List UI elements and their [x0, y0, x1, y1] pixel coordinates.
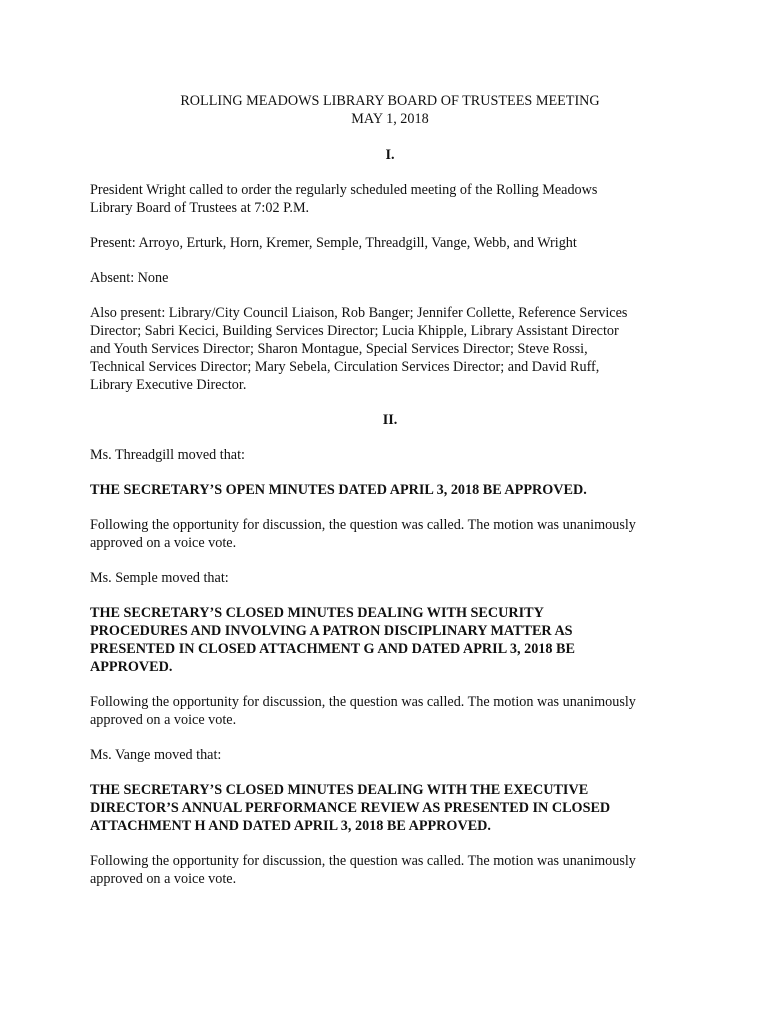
document-body: [90, 92, 690, 888]
motion-1-text: THE SECRETARY’S OPEN MINUTES DATED APRIL 3, 2018 BE APPROVED.: [90, 482, 587, 498]
motion-3-result-line: Following the opportunity for discussion, the question was called. The motion was unanimously: [90, 853, 636, 869]
also-present-line: Also present: Library/City Council Liaison, Rob Banger; Jennifer Collette, Reference Services: [90, 305, 628, 321]
motion-2-result-line: Following the opportunity for discussion, the question was called. The motion was unanimously: [90, 694, 636, 710]
also-present-line: Technical Services Director; Mary Sebela, Circulation Services Director; and David Ruff,: [90, 359, 600, 375]
also-present-line: and Youth Services Director; Sharon Montague, Special Services Director; Steve Rossi,: [90, 341, 588, 357]
motion-2-text-line: PRESENTED IN CLOSED ATTACHMENT G AND DATED APRIL 3, 2018 BE: [90, 641, 575, 657]
motion-3-intro: Ms. Vange moved that:: [90, 747, 222, 763]
motion-2-text-line: PROCEDURES AND INVOLVING A PATRON DISCIPLINARY MATTER AS: [90, 623, 573, 639]
document-title: ROLLING MEADOWS LIBRARY BOARD OF TRUSTEES MEETING: [180, 93, 600, 109]
section-heading-one: I.: [385, 147, 395, 163]
meeting-date: MAY 1, 2018: [351, 111, 429, 127]
motion-2-text-line: APPROVED.: [90, 659, 173, 675]
section-heading-two: II.: [382, 412, 398, 428]
motion-2-intro: Ms. Semple moved that:: [90, 570, 229, 586]
motion-2-text-line: THE SECRETARY’S CLOSED MINUTES DEALING WITH SECURITY: [90, 605, 544, 621]
call-to-order-line-2: Library Board of Trustees at 7:02 P.M.: [90, 200, 310, 216]
present-list: Present: Arroyo, Erturk, Horn, Kremer, Semple, Threadgill, Vange, Webb, and Wright: [90, 235, 577, 251]
motion-3-text-line: ATTACHMENT H AND DATED APRIL 3, 2018 BE APPROVED.: [90, 818, 491, 834]
call-to-order-line-1: President Wright called to order the regularly scheduled meeting of the Rolling Meadows: [90, 182, 598, 198]
motion-1-intro: Ms. Threadgill moved that:: [90, 447, 245, 463]
motion-3-text-line: THE SECRETARY’S CLOSED MINUTES DEALING WITH THE EXECUTIVE: [90, 782, 589, 798]
also-present-line: Library Executive Director.: [90, 377, 247, 393]
motion-1-result-line: approved on a voice vote.: [90, 535, 237, 551]
motion-2-result-line: approved on a voice vote.: [90, 712, 237, 728]
motion-3-text-line: DIRECTOR’S ANNUAL PERFORMANCE REVIEW AS PRESENTED IN CLOSED: [90, 800, 611, 816]
also-present-line: Director; Sabri Kecici, Building Services Director; Lucia Khipple, Library Assistant Director: [90, 323, 619, 339]
absent-list: Absent: None: [90, 270, 169, 286]
motion-3-result-line: approved on a voice vote.: [90, 871, 237, 887]
motion-1-result-line: Following the opportunity for discussion, the question was called. The motion was unanimously: [90, 517, 636, 533]
